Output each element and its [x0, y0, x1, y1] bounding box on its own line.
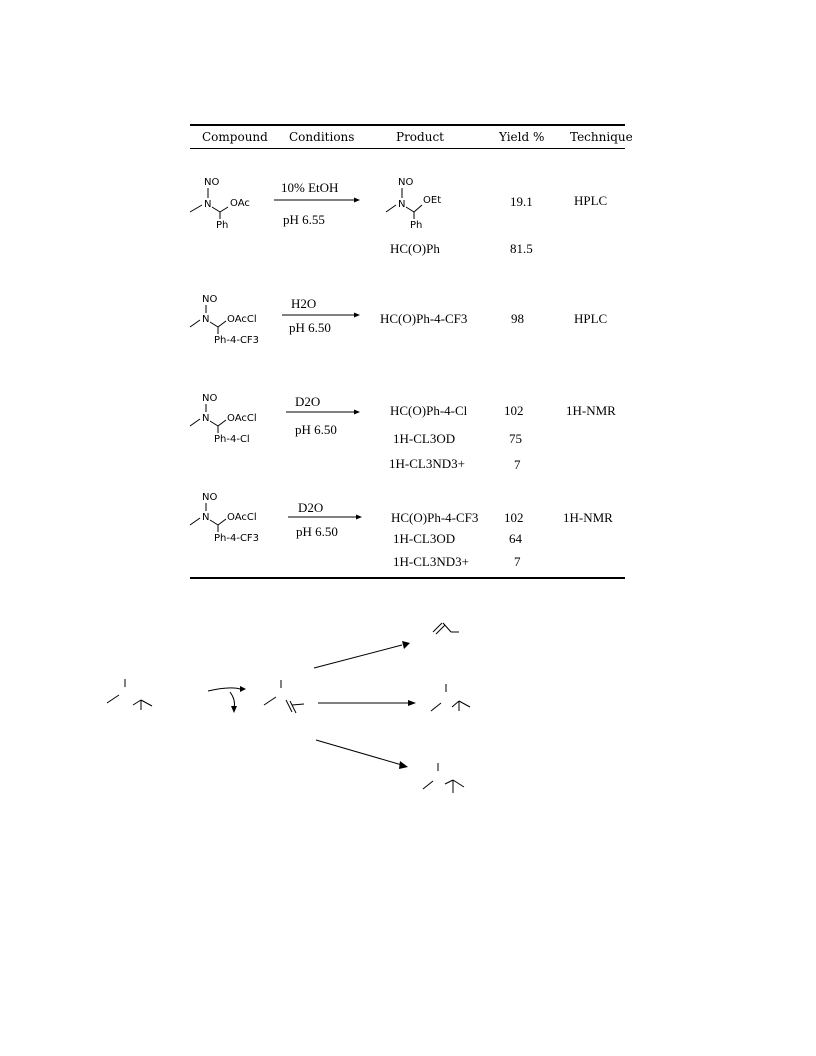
scheme-curved-arrowhead-1	[240, 686, 246, 692]
product-name-row3b: 1H-CL3OD	[393, 431, 456, 446]
reaction-scheme	[0, 600, 816, 820]
yield-row2: 98	[511, 311, 524, 326]
scheme-product-middle	[431, 684, 470, 711]
compound-structure-row1	[180, 172, 270, 232]
table-top-rule	[190, 124, 625, 126]
scheme-arrowhead-middle	[408, 700, 416, 706]
header-conditions: Conditions	[289, 130, 355, 144]
reaction-arrow-row1	[274, 196, 364, 204]
scheme-reactant	[107, 679, 152, 710]
header-product: Product	[396, 130, 444, 144]
condition-reagent-row4: D2O	[298, 500, 324, 515]
nitroso-label: NO	[202, 393, 218, 404]
scheme-curved-arrow	[208, 688, 240, 708]
nitroso-label: NO	[398, 177, 414, 188]
yield-row4a: 102	[504, 510, 524, 525]
yield-row1: 81.5	[510, 241, 533, 256]
nitrogen-label: N	[202, 512, 210, 523]
yield-row4b: 64	[509, 531, 522, 546]
product-name-row3c: 1H-CL3ND3+	[389, 456, 465, 471]
aryl-label: Ph	[216, 220, 229, 231]
product-name-row4c: 1H-CL3ND3+	[393, 554, 469, 569]
condition-reagent-row2: H2O	[291, 296, 317, 311]
condition-ph-row2: pH 6.50	[289, 320, 331, 335]
scheme-product-bottom	[423, 763, 464, 793]
header-compound: Compound	[202, 130, 268, 144]
technique-row4: 1H-NMR	[563, 510, 613, 525]
scheme-arrowhead-top	[402, 641, 410, 649]
scheme-product-top	[433, 623, 459, 634]
nitroso-label: NO	[202, 492, 218, 503]
substituent-label: OAcCl	[227, 314, 257, 325]
yield-row3c: 7	[514, 457, 521, 472]
yield-row4c: 7	[514, 554, 521, 569]
nitroso-label: NO	[202, 294, 218, 305]
substituent-label: OAcCl	[227, 413, 257, 424]
yield-row3a: 102	[504, 403, 524, 418]
aryl-label: Ph	[410, 220, 423, 231]
table-header-rule	[190, 148, 625, 149]
ether-label: OEt	[423, 195, 442, 206]
aryl-label: Ph-4-CF3	[214, 533, 260, 544]
compound-structure-row3	[178, 388, 273, 446]
header-yield: Yield %	[499, 130, 545, 144]
aryl-label: Ph-4-CF3	[214, 335, 260, 346]
compound-structure-row4	[178, 487, 273, 545]
product-name-row2: HC(O)Ph-4-CF3	[380, 311, 468, 326]
product-name-row4a: HC(O)Ph-4-CF3	[391, 510, 479, 525]
yield-structure-row1: 19.1	[510, 194, 533, 209]
condition-ph-row4: pH 6.50	[296, 524, 338, 539]
yield-row3b: 75	[509, 431, 522, 446]
condition-ph-row3: pH 6.50	[295, 422, 337, 437]
substituent-label: OAcCl	[227, 512, 257, 523]
technique-row2: HPLC	[574, 311, 608, 326]
reaction-arrow-row3	[286, 408, 366, 416]
scheme-intermediate	[264, 680, 304, 713]
condition-reagent-row3: D2O	[295, 394, 321, 409]
reaction-arrow-row4	[288, 513, 368, 521]
nitrogen-label: N	[202, 413, 210, 424]
nitrogen-label: N	[204, 199, 212, 210]
header-technique: Technique	[570, 130, 633, 144]
condition-ph-row1: pH 6.55	[283, 212, 325, 227]
technique-row1: HPLC	[574, 193, 608, 208]
table-bottom-rule	[190, 577, 625, 579]
technique-row3: 1H-NMR	[566, 403, 616, 418]
product-name-row4b: 1H-CL3OD	[393, 531, 456, 546]
condition-reagent-row1: 10% EtOH	[281, 180, 339, 195]
scheme-arrowhead-bottom	[399, 761, 408, 769]
substituent-label: OAc	[230, 198, 250, 209]
nitroso-label: NO	[204, 177, 220, 188]
product-name-row1: HC(O)Ph	[390, 241, 440, 256]
scheme-curved-arrowhead-2	[231, 706, 237, 713]
product-name-row3a: HC(O)Ph-4-Cl	[390, 403, 468, 418]
compound-structure-row2	[178, 289, 273, 347]
nitrogen-label: N	[398, 199, 406, 210]
product-structure-row1	[384, 172, 474, 232]
aryl-label: Ph-4-Cl	[214, 434, 250, 445]
reaction-arrow-row2	[282, 311, 362, 319]
nitrogen-label: N	[202, 314, 210, 325]
scheme-arrows	[314, 645, 408, 765]
